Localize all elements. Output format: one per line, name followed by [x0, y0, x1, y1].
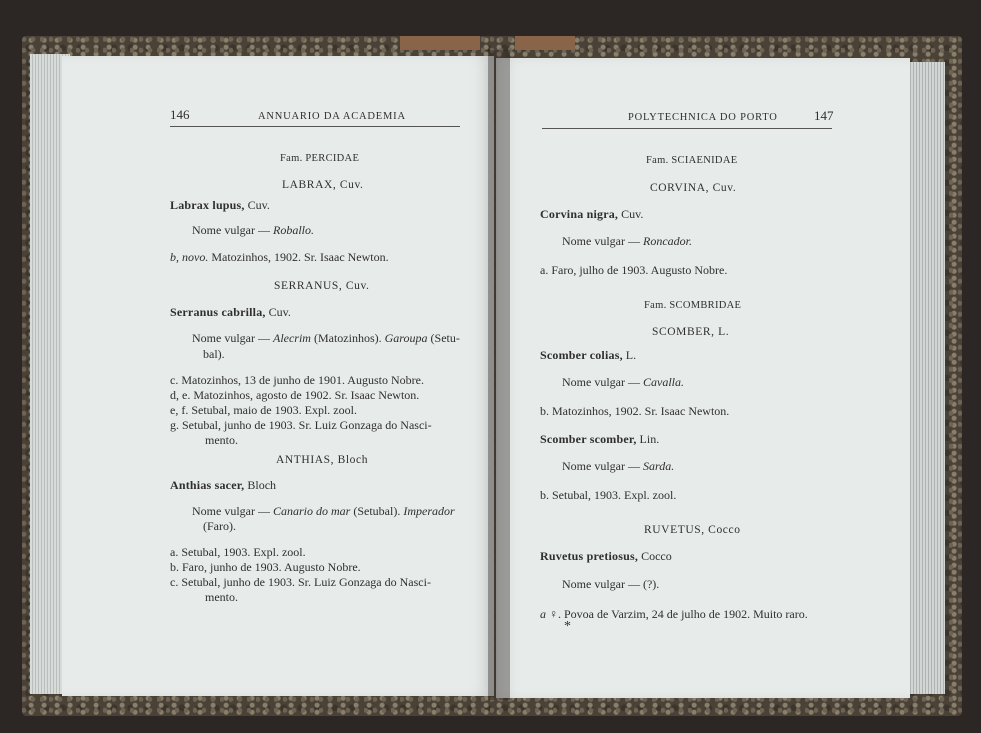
- vulgar-name-line: Nome vulgar — Alecrim (Matozinhos). Garoupa (Setu-: [192, 331, 460, 345]
- species-line: Serranus cabrilla, Cuv.: [170, 305, 291, 319]
- running-head: ANNUARIO DA ACADEMIA: [258, 111, 406, 122]
- specimen-line: a ♀. Povoa de Varzim, 24 de julho de 1902. Muito raro.: [540, 607, 808, 621]
- family-heading: Fam. SCOMBRIDAE: [644, 300, 742, 311]
- spine-gutter: [488, 50, 510, 700]
- specimen-line: d, e. Matozinhos, agosto de 1902. Sr. Isaac Newton.: [170, 388, 420, 402]
- family-heading: Fam. PERCIDAE: [280, 153, 360, 164]
- species-line: Anthias sacer, Bloch: [170, 478, 277, 492]
- specimen-line: e, f. Setubal, maio de 1903. Expl. zool.: [170, 403, 357, 417]
- vulgar-name-line: Nome vulgar — Roncador.: [562, 234, 692, 248]
- genus-heading: ANTHIAS, Bloch: [276, 454, 369, 466]
- specimen-line: b. Faro, junho de 1903. Augusto Nobre.: [170, 560, 361, 574]
- species-line: Scomber scomber, Lin.: [540, 432, 660, 446]
- vulgar-name-line: Nome vulgar — Cavalla.: [562, 375, 684, 389]
- specimen-line: mento.: [205, 433, 238, 447]
- header-rule: [542, 128, 832, 129]
- torn-binding-strip: [515, 36, 575, 50]
- specimen-line: b. Setubal, 1903. Expl. zool.: [540, 488, 677, 502]
- specimen-line: b, novo. Matozinhos, 1902. Sr. Isaac Newton.: [170, 250, 389, 264]
- species-line: Labrax lupus, Cuv.: [170, 198, 270, 212]
- genus-heading: SERRANUS, Cuv.: [274, 280, 370, 292]
- specimen-line: c. Setubal, junho de 1903. Sr. Luiz Gonzaga do Nasci-: [170, 575, 431, 589]
- vulgar-name-line: bal).: [203, 347, 225, 361]
- vulgar-name-line: Nome vulgar — Canario do mar (Setubal). Imperador: [192, 504, 455, 518]
- page-number: 147: [814, 108, 834, 123]
- header-rule: [170, 126, 460, 127]
- genus-heading: CORVINA, Cuv.: [650, 182, 737, 194]
- species-line: Scomber colias, L.: [540, 348, 637, 362]
- vulgar-name-line: Nome vulgar — (?).: [562, 577, 660, 591]
- specimen-line: a. Faro, julho de 1903. Augusto Nobre.: [540, 263, 728, 277]
- specimen-line: b. Matozinhos, 1902. Sr. Isaac Newton.: [540, 404, 730, 418]
- specimen-line: mento.: [205, 590, 238, 604]
- vulgar-name-line: (Faro).: [203, 519, 236, 533]
- specimen-line: c. Matozinhos, 13 de junho de 1901. Augusto Nobre.: [170, 373, 424, 387]
- running-head: POLYTECHNICA DO PORTO: [628, 112, 778, 123]
- family-heading: Fam. SCIAENIDAE: [646, 155, 738, 166]
- species-line: Ruvetus pretiosus, Cocco: [540, 549, 672, 563]
- torn-binding-strip: [400, 36, 480, 50]
- genus-heading: LABRAX, Cuv.: [282, 179, 364, 191]
- left-page: [62, 56, 494, 696]
- page-number: 146: [170, 107, 190, 122]
- specimen-line: a. Setubal, 1903. Expl. zool.: [170, 545, 306, 559]
- genus-heading: SCOMBER, L.: [652, 326, 730, 338]
- species-line: Corvina nigra, Cuv.: [540, 207, 644, 221]
- vulgar-name-line: Nome vulgar — Roballo.: [192, 223, 314, 237]
- right-page: [496, 58, 910, 698]
- page-stack-right: [905, 62, 945, 694]
- genus-heading: RUVETUS, Cocco: [644, 524, 741, 536]
- asterisk-mark: *: [564, 619, 571, 634]
- vulgar-name-line: Nome vulgar — Sarda.: [562, 459, 675, 473]
- specimen-line: g. Setubal, junho de 1903. Sr. Luiz Gonzaga do Nasci-: [170, 418, 432, 432]
